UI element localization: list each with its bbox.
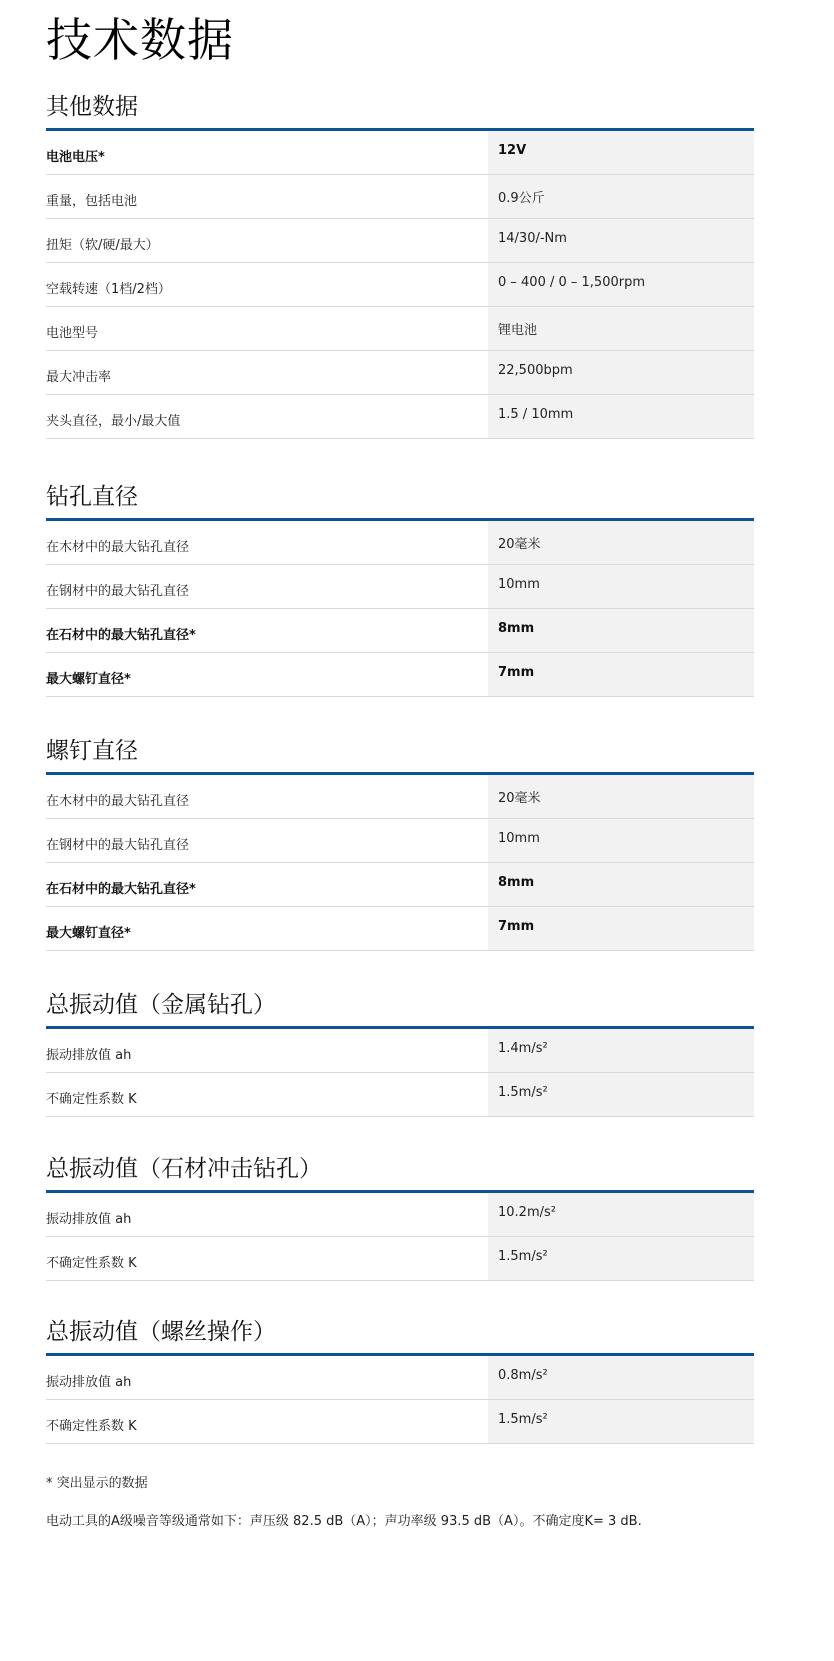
table-row xyxy=(46,1193,754,1237)
row-label: 最大螺钉直径* xyxy=(46,926,131,941)
table-row xyxy=(46,395,754,439)
table-row xyxy=(46,609,754,653)
row-value: 20毫米 xyxy=(488,775,754,818)
row-label: 不确定性系数 K xyxy=(46,1419,137,1434)
table-row xyxy=(46,565,754,609)
page-title: 技术数据 xyxy=(46,13,234,67)
row-value: 10mm xyxy=(488,819,754,862)
table-row xyxy=(46,775,754,819)
row-value: 10mm xyxy=(488,565,754,608)
table-row xyxy=(46,1400,754,1444)
table-row xyxy=(46,521,754,565)
row-value: 0.8m/s² xyxy=(488,1356,754,1399)
table-row xyxy=(46,219,754,263)
row-label: 在钢材中的最大钻孔直径 xyxy=(46,838,190,853)
row-label: 最大螺钉直径* xyxy=(46,672,131,687)
row-value: 10.2m/s² xyxy=(488,1193,754,1236)
section-vibration-metal xyxy=(46,984,754,1117)
section-screw-diameter xyxy=(46,730,754,951)
row-label: 在石材中的最大钻孔直径* xyxy=(46,628,196,643)
table-row xyxy=(46,1356,754,1400)
row-label: 振动排放值 ah xyxy=(46,1048,132,1063)
row-value: 锂电池 xyxy=(488,307,754,350)
row-value: 1.5 / 10mm xyxy=(488,395,754,438)
section-title: 其他数据 xyxy=(46,94,138,120)
row-label: 在石材中的最大钻孔直径* xyxy=(46,882,196,897)
row-value: 22,500bpm xyxy=(488,351,754,394)
section-title: 总振动值（石材冲击钻孔） xyxy=(46,1156,322,1182)
row-label: 在木材中的最大钻孔直径 xyxy=(46,540,190,555)
table-row xyxy=(46,863,754,907)
row-value: 7mm xyxy=(488,653,754,696)
row-value: 12V xyxy=(488,131,754,174)
noise-footnote: 电动工具的A级噪音等级通常如下：声压级 82.5 dB（A）；声功率级 93.5 dB（A）。不确定度K= 3 dB. xyxy=(46,1514,642,1529)
spec-table xyxy=(46,772,754,951)
table-row xyxy=(46,1237,754,1281)
section-other-data xyxy=(46,86,754,439)
row-value: 0.9公斤 xyxy=(488,175,754,218)
spec-table xyxy=(46,1190,754,1281)
row-value: 14/30/-Nm xyxy=(488,219,754,262)
section-title: 总振动值（金属钻孔） xyxy=(46,992,276,1018)
table-row xyxy=(46,907,754,951)
row-label: 振动排放值 ah xyxy=(46,1375,132,1390)
row-label: 在钢材中的最大钻孔直径 xyxy=(46,584,190,599)
table-row xyxy=(46,175,754,219)
section-title: 螺钉直径 xyxy=(46,738,138,764)
table-row xyxy=(46,131,754,175)
table-row xyxy=(46,1029,754,1073)
spec-table xyxy=(46,518,754,697)
table-row xyxy=(46,307,754,351)
row-label: 在木材中的最大钻孔直径 xyxy=(46,794,190,809)
row-label: 最大冲击率 xyxy=(46,370,112,385)
row-label: 不确定性系数 K xyxy=(46,1092,137,1107)
row-value: 1.5m/s² xyxy=(488,1400,754,1443)
table-row xyxy=(46,819,754,863)
row-value: 20毫米 xyxy=(488,521,754,564)
table-row xyxy=(46,1073,754,1117)
section-title: 钻孔直径 xyxy=(46,484,138,510)
row-label: 重量，包括电池 xyxy=(46,194,138,209)
row-value: 1.4m/s² xyxy=(488,1029,754,1072)
row-value: 0 – 400 / 0 – 1,500rpm xyxy=(488,263,754,306)
section-drilling-diameter xyxy=(46,476,754,697)
row-value: 7mm xyxy=(488,907,754,950)
row-label: 电池电压* xyxy=(46,150,105,165)
section-vibration-stone xyxy=(46,1148,754,1281)
spec-table xyxy=(46,1353,754,1444)
section-vibration-screw xyxy=(46,1311,754,1444)
spec-table xyxy=(46,128,754,439)
spec-table xyxy=(46,1026,754,1117)
row-label: 振动排放值 ah xyxy=(46,1212,132,1227)
highlight-footnote: * 突出显示的数据 xyxy=(46,1476,148,1491)
row-value: 1.5m/s² xyxy=(488,1073,754,1116)
row-label: 电池型号 xyxy=(46,326,99,341)
row-value: 8mm xyxy=(488,863,754,906)
table-row xyxy=(46,263,754,307)
row-label: 不确定性系数 K xyxy=(46,1256,137,1271)
section-title: 总振动值（螺丝操作） xyxy=(46,1319,276,1345)
table-row xyxy=(46,653,754,697)
table-row xyxy=(46,351,754,395)
row-label: 扭矩（软/硬/最大） xyxy=(46,238,159,253)
row-value: 8mm xyxy=(488,609,754,652)
row-value: 1.5m/s² xyxy=(488,1237,754,1280)
row-label: 夹头直径，最小/最大值 xyxy=(46,414,181,429)
row-label: 空载转速（1档/2档） xyxy=(46,282,171,297)
